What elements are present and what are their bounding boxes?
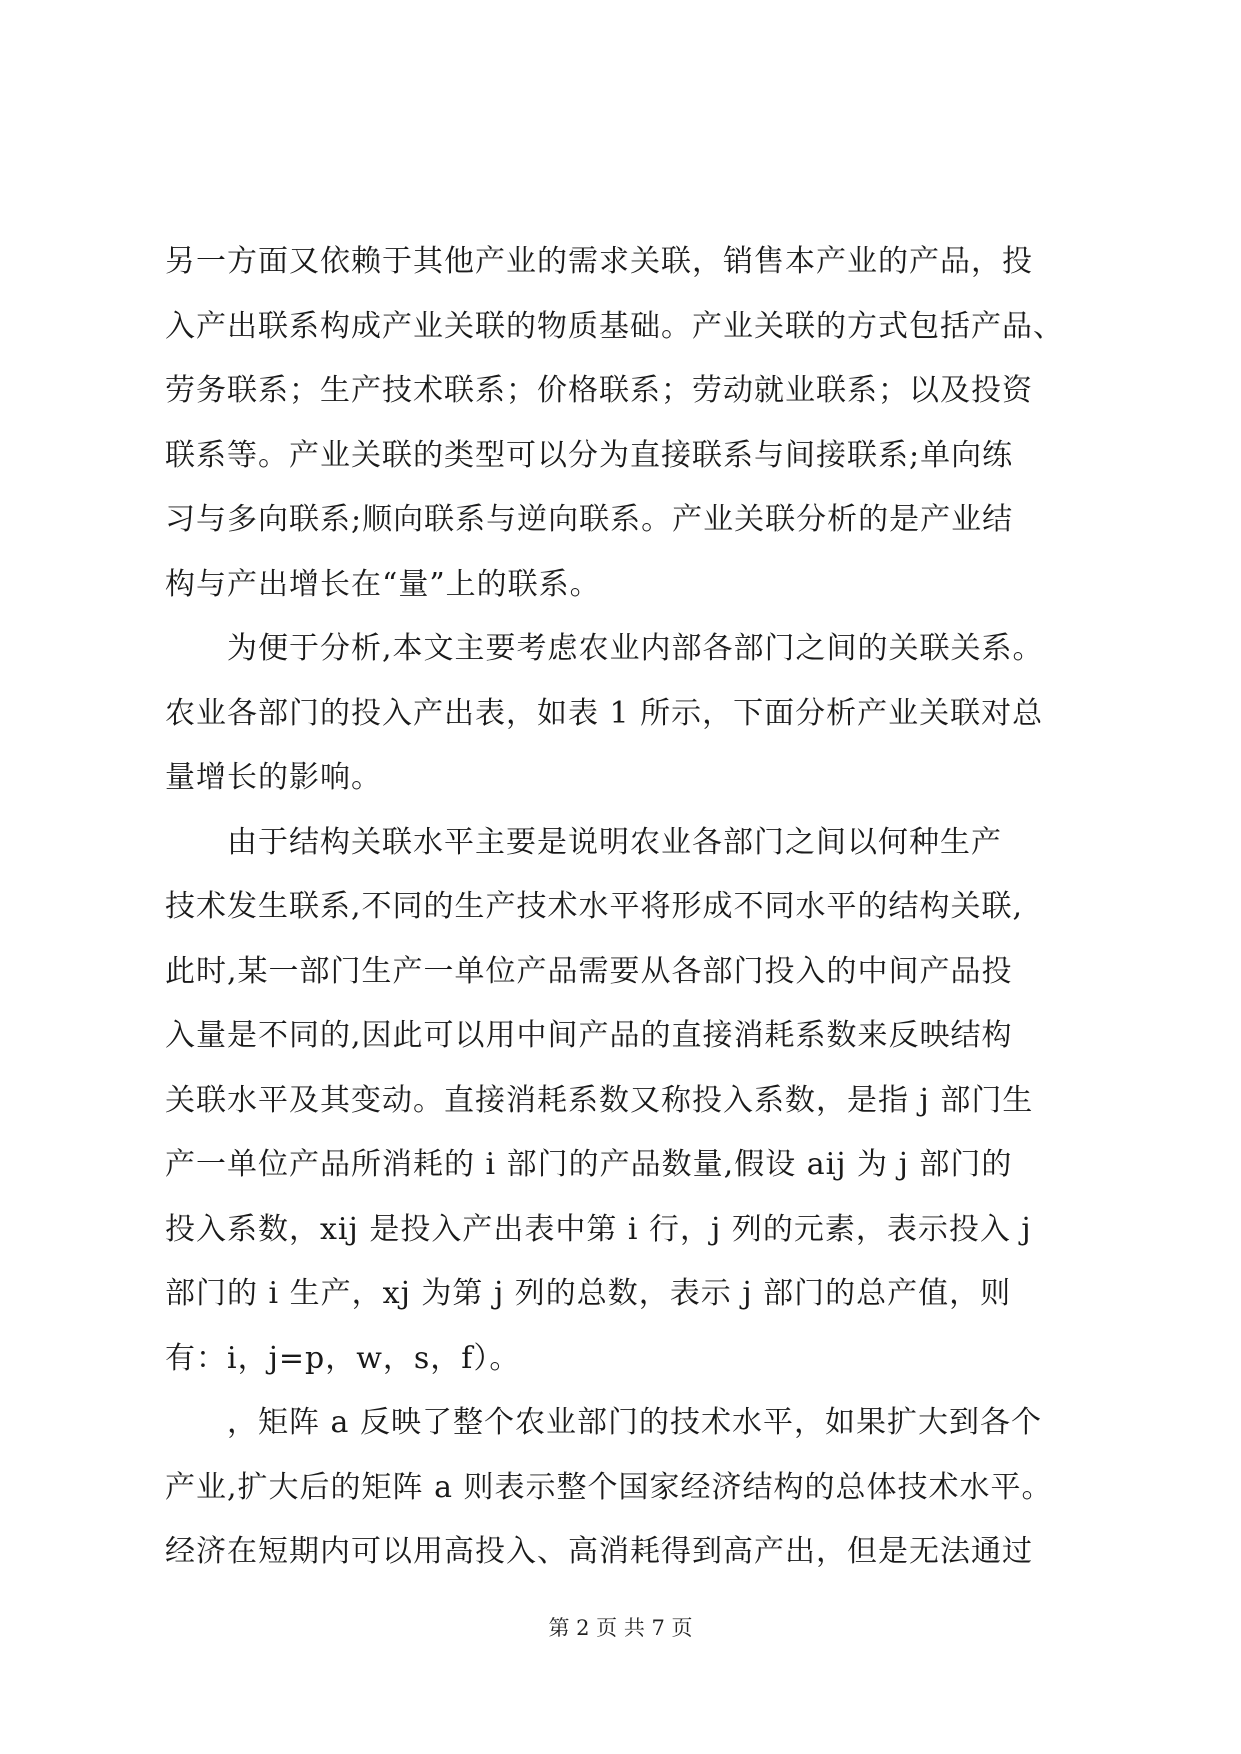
text-line: 量增长的影响。: [165, 760, 382, 795]
text-line: 联系等。产业关联的类型可以分为直接联系与间接联系;单向练: [165, 437, 1014, 473]
text-line: 产一单位产品所消耗的 i 部门的产品数量,假设 aij 为 j 部门的: [165, 1147, 1013, 1182]
text-line: 投入系数，xij 是投入产出表中第 i 行，j 列的元素，表示投入 j: [165, 1211, 1032, 1247]
text-line: 入产出联系构成产业关联的物质基础。产业关联的方式包括产品、: [165, 308, 1064, 344]
text-line: 由于结构关联水平主要是说明农业各部门之间以何种生产: [165, 824, 1002, 860]
text-line: 劳务联系；生产技术联系；价格联系；劳动就业联系；以及投资: [165, 373, 1033, 408]
text-line: 产业,扩大后的矩阵 a 则表示整个国家经济结构的总体技术水平。: [165, 1469, 1053, 1505]
text-line: 入量是不同的,因此可以用中间产品的直接消耗系数来反映结构: [165, 1018, 1013, 1053]
text-line: 习与多向联系;顺向联系与逆向联系。产业关联分析的是产业结: [165, 502, 1014, 537]
text-line: 此时,某一部门生产一单位产品需要从各部门投入的中间产品投: [165, 953, 1013, 989]
page-number: 第 2 页 共 7 页: [548, 1616, 693, 1640]
text-line: 技术发生联系,不同的生产技术水平将形成不同水平的结构关联,: [165, 889, 1024, 924]
text-line: 有：i，j=p，w，s，f）。: [165, 1340, 521, 1376]
text-line: ，矩阵 a 反映了整个农业部门的技术水平，如果扩大到各个: [165, 1405, 1042, 1440]
text-line: 为便于分析,本文主要考虑农业内部各部门之间的关联关系。: [165, 631, 1044, 666]
text-line: 经济在短期内可以用高投入、高消耗得到高产出，但是无法通过: [165, 1534, 1033, 1569]
text-line: 农业各部门的投入产出表，如表 1 所示，下面分析产业关联对总: [165, 695, 1044, 731]
text-line: 关联水平及其变动。直接消耗系数又称投入系数，是指 j 部门生: [165, 1082, 1034, 1118]
text-line: 构与产出增长在“量”上的联系。: [165, 566, 601, 602]
text-line: 另一方面又依赖于其他产业的需求关联，销售本产业的产品，投: [165, 244, 1033, 279]
text-line: 部门的 i 生产，xj 为第 j 列的总数，表示 j 部门的总产值，则: [165, 1276, 1012, 1311]
body-text: [165, 230, 1085, 1585]
